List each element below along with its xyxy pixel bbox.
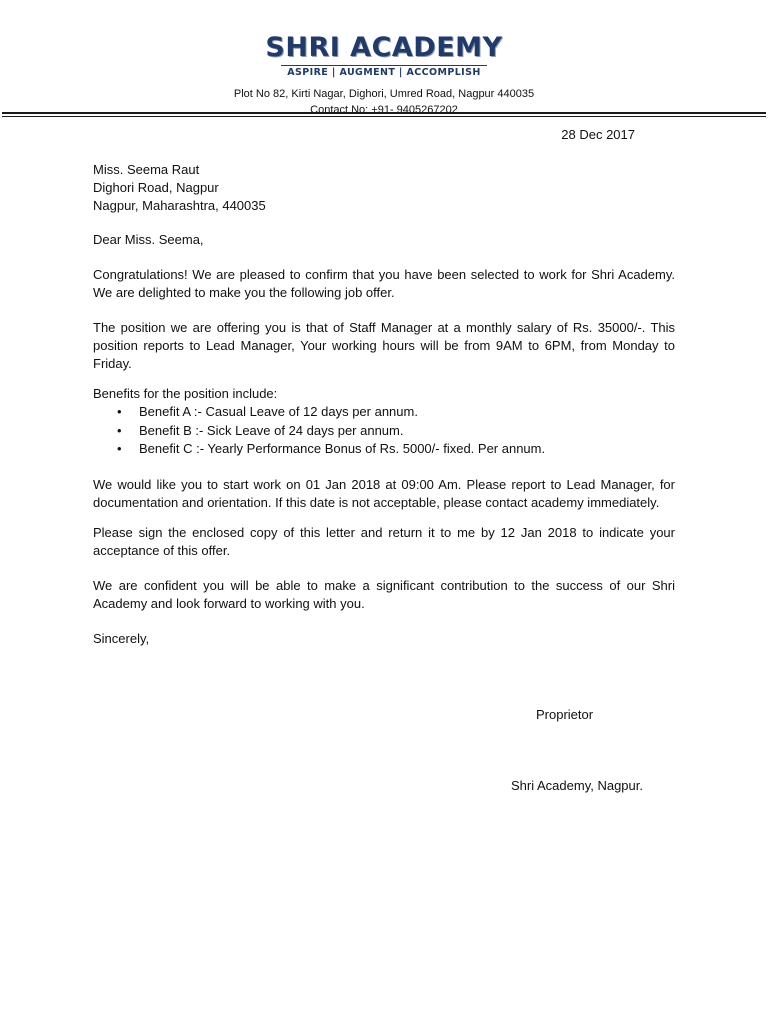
recipient-address [93, 161, 675, 215]
brand-logo [265, 34, 502, 80]
paragraph-sign-return: Please sign the enclosed copy of this letter and return it to me by 12 Jan 2018 to indicate your acceptance of this offer. [93, 524, 675, 558]
list-item: • Benefit A :- Casual Leave of 12 days per annum. [139, 403, 675, 422]
recipient-line1: Dighori Road, Nagpur [93, 180, 219, 195]
paragraph-position: The position we are offering you is that of Staff Manager at a monthly salary of Rs. 35000/-. This position reports to Lead Manager, Your working hours will be from 9AM to 6PM, from Monday to Friday. [93, 320, 675, 371]
brand-tagline: ASPIRE | AUGMENT | ACCOMPLISH [281, 65, 486, 79]
benefits-intro: Benefits for the position include: [93, 386, 278, 401]
benefits-list [93, 403, 675, 459]
letterhead-divider [2, 112, 766, 114]
signatory-title: Proprietor [536, 707, 594, 722]
letterhead-contact: Contact No: +91- 9405267202 [310, 104, 458, 116]
paragraph-confidence: We are confident you will be able to make a significant contribution to the success of our Shri Academy and look forward to working with you. [93, 577, 675, 611]
letterhead-divider-thin [2, 116, 766, 117]
list-item: • Benefit C :- Yearly Performance Bonus of Rs. 5000/- fixed. Per annum. [139, 440, 675, 459]
paragraph-start-date: We would like you to start work on 01 Jan 2018 at 09:00 Am. Please report to Lead Manager, for documentation and orientation. If this date is not acceptable, please contact academy immediately. [93, 476, 675, 510]
paragraph-congratulations: Congratulations! We are pleased to confirm that you have been selected to work for Shri Academy. We are delighted to make you the following job offer. [93, 267, 675, 300]
brand-name: SHRI ACADEMY [265, 32, 503, 63]
letterhead [0, 34, 768, 118]
letter-date: 28 Dec 2017 [561, 127, 635, 142]
recipient-name: Miss. Seema Raut [93, 162, 200, 177]
recipient-line2: Nagpur, Maharashtra, 440035 [93, 198, 266, 213]
signatory-organization: Shri Academy, Nagpur. [511, 778, 643, 793]
salutation: Dear Miss. Seema, [93, 232, 204, 247]
list-item: • Benefit B :- Sick Leave of 24 days per annum. [139, 422, 675, 441]
closing: Sincerely, [93, 630, 150, 646]
letterhead-address: Plot No 82, Kirti Nagar, Dighori, Umred Road, Nagpur 440035 [233, 88, 535, 100]
letter-body [93, 126, 675, 648]
